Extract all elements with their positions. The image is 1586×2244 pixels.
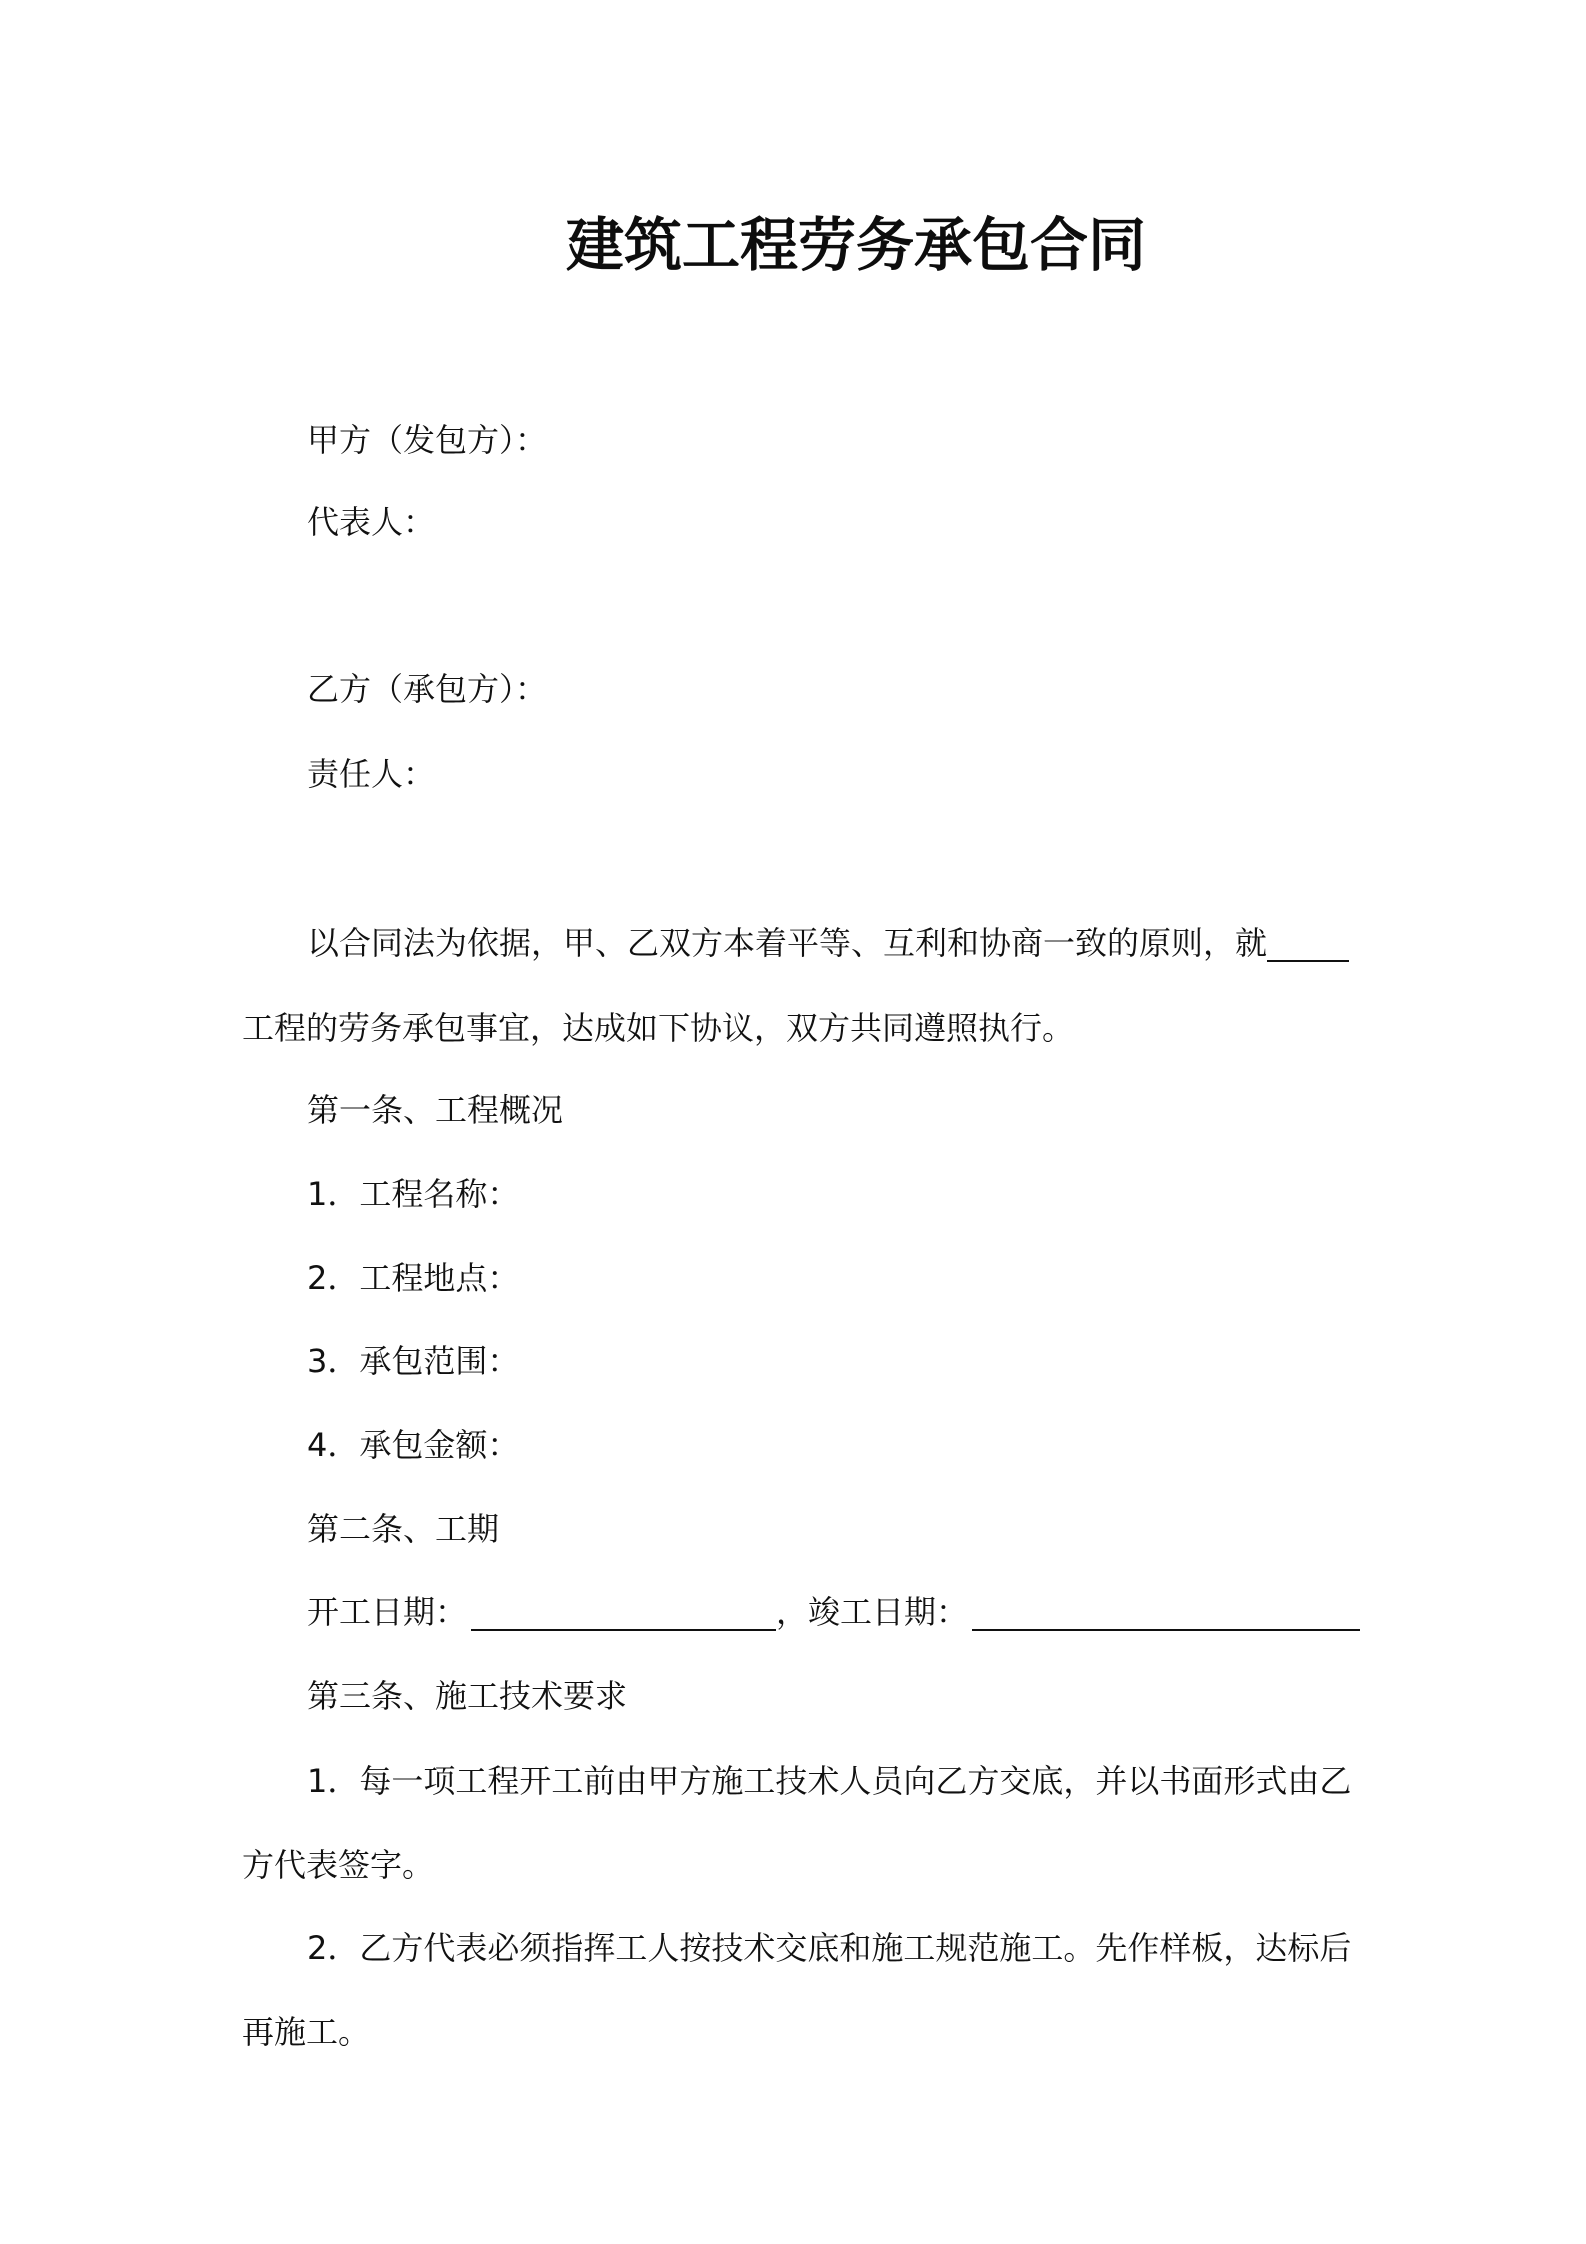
preamble-line-2: 工程的劳务承包事宜，达成如下协议，双方共同遵照执行。 (242, 1009, 1075, 1047)
article-3-clause-2-line-1: 2．乙方代表必须指挥工人按技术交底和施工规范施工。先作样板，达标后 (307, 1929, 1352, 1967)
article-3-clause-1-line-1: 1．每一项工程开工前由甲方施工技术人员向乙方交底，并以书面形式由乙 (307, 1762, 1352, 1800)
party-b-responsible-label: 责任人： (307, 755, 436, 793)
article-1-item-contract-scope: 3．承包范围： (307, 1342, 520, 1380)
start-date-blank (471, 1589, 776, 1631)
article-1-heading: 第一条、工程概况 (307, 1091, 564, 1129)
article-1-item-project-name: 1．工程名称： (307, 1175, 520, 1213)
party-a-label: 甲方（发包方）： (307, 421, 548, 459)
end-date-label: ，竣工日期： (776, 1593, 969, 1631)
start-date-label: 开工日期： (307, 1593, 468, 1631)
preamble-text-1: 以合同法为依据，甲、乙双方本着平等、互利和协商一致的原则，就 (307, 924, 1268, 962)
article-3-heading: 第三条、施工技术要求 (307, 1677, 628, 1715)
preamble-line-1 (307, 920, 1349, 966)
end-date-blank (972, 1589, 1360, 1631)
contract-title: 建筑工程劳务承包合同 (566, 211, 1147, 279)
schedule-dates-line (307, 1589, 1360, 1635)
party-a-representative-label: 代表人： (307, 503, 436, 541)
party-b-label: 乙方（承包方）： (307, 670, 548, 708)
article-1-item-project-location: 2．工程地点： (307, 1259, 520, 1297)
project-name-blank (1267, 920, 1349, 962)
article-3-clause-1-line-2: 方代表签字。 (242, 1846, 435, 1884)
article-3-clause-2-line-2: 再施工。 (242, 2013, 371, 2051)
article-2-heading: 第二条、工期 (307, 1510, 500, 1548)
article-1-item-contract-amount: 4．承包金额： (307, 1426, 520, 1464)
